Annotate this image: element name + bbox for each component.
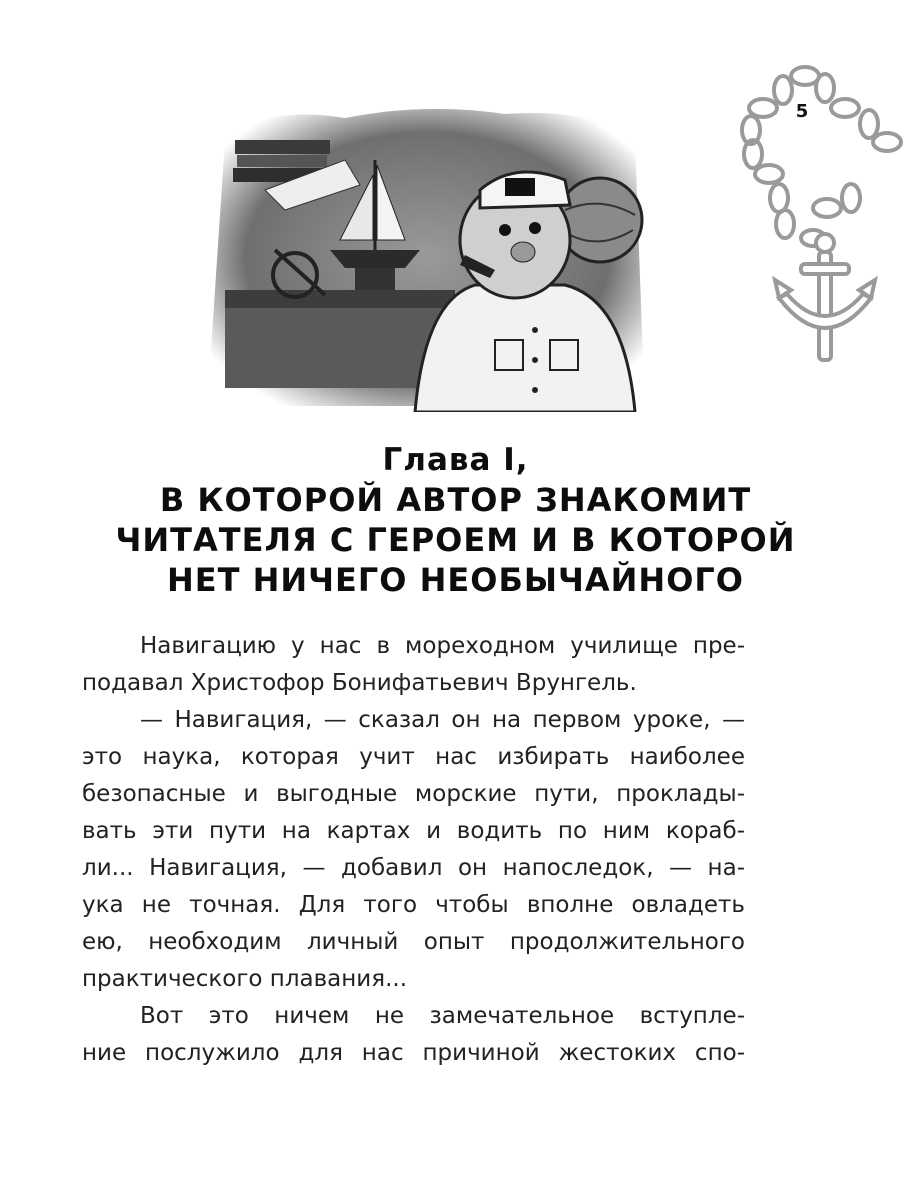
text-line: — Навигация, — сказал он на первом уроке, — <box>140 707 745 733</box>
text-line: практического плавания... <box>82 966 408 992</box>
chapter-illustration <box>205 100 645 412</box>
text-line: вать эти пути на картах и водить по ним кораб- <box>82 818 745 844</box>
text-line: ние послужило для нас причиной жестоких спо- <box>82 1040 745 1066</box>
chapter-heading <box>60 440 851 600</box>
text-line: ею, необходим личный опыт продолжительного <box>82 929 745 955</box>
text-line: ука не точная. Для того чтобы вполне овладеть <box>82 892 745 918</box>
page-number: 5 <box>795 101 809 122</box>
chapter-title-line: В КОТОРОЙ АВТОР ЗНАКОМИТ <box>159 481 752 519</box>
text-line: безопасные и выгодные морские пути, проклады- <box>82 781 745 807</box>
text-line: подавал Христофор Бонифатьевич Врунгель. <box>82 670 637 696</box>
text-line: ли... Навигация, — добавил он напоследок, — на- <box>82 855 745 881</box>
body-text <box>82 628 745 1072</box>
anchor-chain-decoration <box>735 58 911 368</box>
chapter-number: Глава I, <box>382 442 529 478</box>
text-line: Навигацию у нас в мореходном училище пре- <box>140 633 745 659</box>
text-line: это наука, которая учит нас избирать наиболее <box>82 744 745 770</box>
text-line: Вот это ничем не замечательное вступле- <box>140 1003 745 1029</box>
chapter-title-line: НЕТ НИЧЕГО НЕОБЫЧАЙНОГО <box>167 561 744 599</box>
chapter-title-line: ЧИТАТЕЛЯ С ГЕРОЕМ И В КОТОРОЙ <box>115 521 796 559</box>
